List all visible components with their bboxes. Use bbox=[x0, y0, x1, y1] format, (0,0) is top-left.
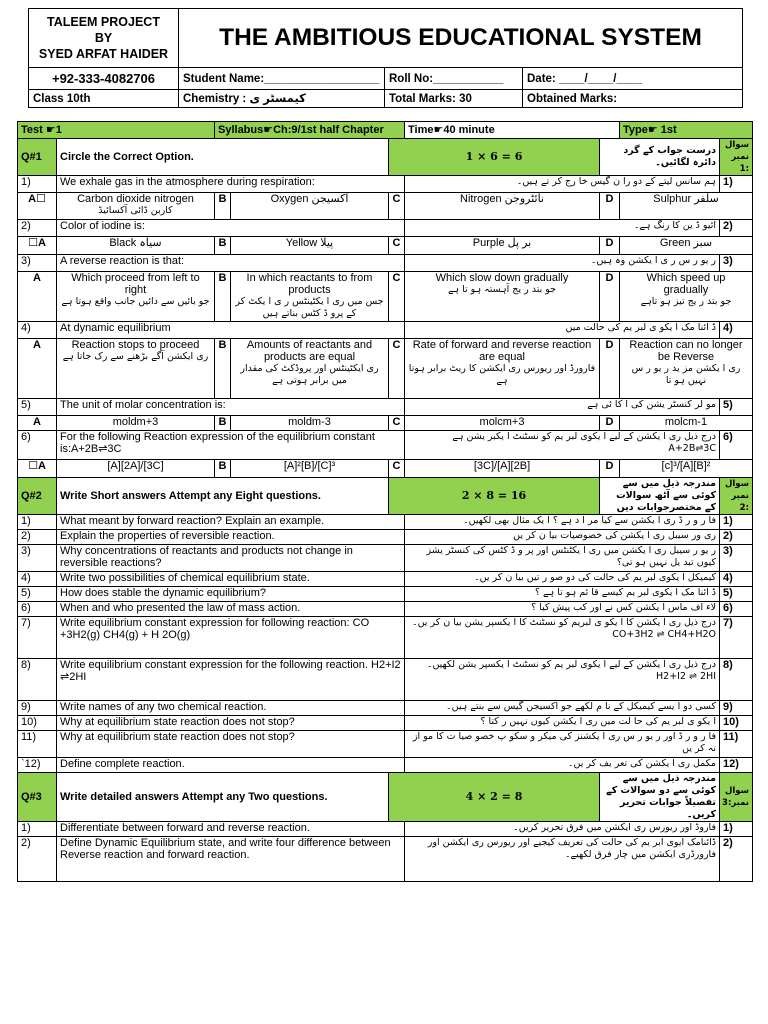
option-d[interactable] bbox=[620, 272, 753, 322]
student-name-field[interactable]: Student Name:__________________ bbox=[179, 68, 385, 90]
question-number: 1) bbox=[18, 176, 57, 193]
question-number-urdu: 12) bbox=[720, 758, 753, 773]
question-number: 1) bbox=[18, 822, 57, 837]
q3-urdu-label: سوال نمبر:3 bbox=[720, 773, 753, 822]
brand-line-2: BY bbox=[94, 31, 113, 45]
option-c-text: molcm+3 bbox=[479, 416, 525, 428]
question-text: Write two possibilities of chemical equilibrium state. bbox=[57, 572, 405, 587]
question-number-urdu: 5) bbox=[720, 587, 753, 602]
option-a-urdu-text: ری ایکشن آگے بڑھنے سے رک جاتا ہے bbox=[62, 351, 209, 362]
q3-urdu-title: مندرجہ ذیل میں سے کوئی سے دو سوالات کے تفصیلاً جوابات تحریر کریں۔ bbox=[600, 773, 720, 822]
question-text: We exhale gas in the atmosphere during respiration: bbox=[57, 176, 405, 193]
option-a-label[interactable]: ☐A bbox=[18, 460, 57, 478]
short-question-row bbox=[18, 572, 753, 587]
question-number-urdu: 1) bbox=[720, 822, 753, 837]
option-a-urdu-text: جو بائیں سے دائیں جانب واقع ہوتا ہے bbox=[61, 296, 210, 307]
mcq-options-row bbox=[18, 237, 753, 255]
mcq-question-row bbox=[18, 431, 753, 460]
question-number-urdu: 2) bbox=[720, 837, 753, 882]
question-text: Why at equilibrium state reaction does not stop? bbox=[57, 731, 405, 758]
mcq-options-row bbox=[18, 460, 753, 478]
option-b-text: In which reactants to from products bbox=[246, 272, 373, 296]
option-b-text: moldm-3 bbox=[288, 416, 331, 428]
question-number-urdu: 7) bbox=[720, 617, 753, 659]
question-number: 4) bbox=[18, 572, 57, 587]
short-question-row bbox=[18, 587, 753, 602]
q2-title: Write Short answers Attempt any Eight questions. bbox=[57, 478, 389, 515]
option-a-urdu-text: کاربن ڈائی آکسائیڈ bbox=[98, 205, 173, 216]
option-c[interactable] bbox=[405, 272, 600, 322]
brand-block bbox=[29, 9, 179, 68]
option-c-text: Which slow down gradually bbox=[435, 272, 569, 284]
option-a[interactable] bbox=[57, 193, 215, 220]
option-a-text: Reaction stops to proceed bbox=[71, 339, 200, 351]
question-text: Color of iodine is: bbox=[57, 220, 405, 237]
option-b-urdu-text: جس میں ری ا یکٹینٹس ر ی ا یکٹ کر کے پرو ڈ کٹس بناتے ہیں bbox=[235, 296, 384, 319]
option-a[interactable] bbox=[57, 272, 215, 322]
question-number: 6) bbox=[18, 602, 57, 617]
option-a-text: Carbon dioxide nitrogen bbox=[77, 193, 194, 205]
question-number: `12) bbox=[18, 758, 57, 773]
question-text: At dynamic equilibrium bbox=[57, 322, 405, 339]
short-question-row bbox=[18, 701, 753, 716]
option-a[interactable] bbox=[57, 416, 215, 431]
question-text-urdu: ری ور سیبل ری ا یکشن کی خصوصیات بیا ن کر یں bbox=[405, 530, 720, 545]
option-b[interactable] bbox=[231, 193, 389, 220]
option-c[interactable] bbox=[405, 460, 600, 478]
option-b-text: Amounts of reactants and products are equal bbox=[246, 339, 373, 363]
mcq-question-row bbox=[18, 255, 753, 272]
question-text-urdu: ڈ ائنا مک ا یکوی لبر یم کیسے قا ئم ہو تا ہے ؟ bbox=[405, 587, 720, 602]
option-a-label[interactable]: ☐A bbox=[18, 237, 57, 255]
option-a[interactable] bbox=[57, 460, 215, 478]
question-text: For the following Reaction expression of the equilibrium constant is:A+2B⇌3C bbox=[57, 431, 405, 460]
option-c-label: C bbox=[389, 460, 405, 478]
q3-header-row bbox=[18, 773, 753, 822]
mcq-options-row bbox=[18, 193, 753, 220]
long-question-row bbox=[18, 837, 753, 882]
option-c-label: C bbox=[389, 237, 405, 255]
option-b[interactable] bbox=[231, 237, 389, 255]
obtained-marks-field[interactable]: Obtained Marks: bbox=[523, 90, 743, 108]
option-c-urdu-text: فارورڈ اور ریورس ری ایکشن کا ریٹ برابر ہوتا ہے bbox=[408, 363, 596, 386]
question-text: Write names of any two chemical reaction. bbox=[57, 701, 405, 716]
question-text-urdu: درج ذیل ری ا یکشن کے لیے ا یکوی لبر یم کو نسٹنٹ ا یکبر یشن ہے A+2B⇌3C bbox=[405, 431, 720, 460]
question-number: 9) bbox=[18, 701, 57, 716]
short-question-row bbox=[18, 545, 753, 572]
question-number-urdu: 3) bbox=[720, 545, 753, 572]
question-number-urdu: 8) bbox=[720, 659, 753, 701]
question-text-urdu: مو لر کنسٹر یشن کی ا کا ئی ہے bbox=[405, 399, 720, 416]
question-number: 3) bbox=[18, 255, 57, 272]
question-number-urdu: 3) bbox=[720, 255, 753, 272]
short-question-row bbox=[18, 731, 753, 758]
question-text-urdu: کیمیکل ا یکوی لبر یم کی حالت کی دو صو ر تیں بیا ن کر یں۔ bbox=[405, 572, 720, 587]
option-b-label: B bbox=[215, 272, 231, 322]
option-d-text: Sulphur سلفر bbox=[653, 193, 719, 205]
option-a[interactable] bbox=[57, 339, 215, 399]
question-text-urdu: ر یو ر س ر ی ا یکشن وہ ہیں۔ bbox=[405, 255, 720, 272]
option-a-label[interactable]: A bbox=[18, 272, 57, 322]
question-number-urdu: 1) bbox=[720, 176, 753, 193]
question-text: Why at equilibrium state reaction does not stop? bbox=[57, 716, 405, 731]
q3-marks: 4 × 2 = 8 bbox=[389, 773, 600, 822]
question-number-urdu: 4) bbox=[720, 572, 753, 587]
option-b-label: B bbox=[215, 193, 231, 220]
option-d-label: D bbox=[600, 193, 620, 220]
option-d-text: Reaction can no longer be Reverse bbox=[629, 339, 743, 363]
option-d-label: D bbox=[600, 272, 620, 322]
option-d-label: D bbox=[600, 460, 620, 478]
question-text-urdu: درج ذیل ری ا یکشن کا ا یکو ی لبریم کو نسٹنٹ کا ا یکسپر یشن بیا ن کر یں۔ CO+3H2 ⇌ CH4+H2O bbox=[405, 617, 720, 659]
date-field[interactable]: Date: ____/____/____ bbox=[523, 68, 743, 90]
option-d-urdu-text: ری ا یکشن مز ید ر یو ر س نہیں ہو تا bbox=[631, 363, 741, 386]
question-text-urdu: ڈائنامک ایوی ابر یم کی حالت کی تعریف کیجیے اور ریورس ری ایکشن اور فارورڈری ایکشن میں چار فرق لکھیے۔ bbox=[405, 837, 720, 882]
option-b[interactable] bbox=[231, 272, 389, 322]
class-label: Class 10th bbox=[29, 90, 179, 108]
question-text-urdu: درج ذیل ری ا یکشن کے لیے ا یکوی لبر یم کو نسٹنٹ ا یکسپر یشن لکھیں۔ H2+I2 ⇌ 2HI bbox=[405, 659, 720, 701]
question-text-urdu: لاء آف ماس ا یکشن کس نے اور کب پیش کیا ؟ bbox=[405, 602, 720, 617]
question-number: 2) bbox=[18, 837, 57, 882]
option-c-text: Rate of forward and reverse reaction are equal bbox=[412, 339, 592, 363]
question-text-urdu: ر یو ر سیبل ری ا یکشن میں ری ا یکٹنٹس اور پر و ڈ کٹس کی کنسٹر یشز کیوں تبد یل نہیں ہو تی؟ bbox=[405, 545, 720, 572]
option-c-text: Nitrogen نائٹروجن bbox=[460, 193, 544, 205]
question-text: Define Dynamic Equilibrium state, and write four difference between Reverse reaction and forward reaction. bbox=[57, 837, 405, 882]
option-d-text: [c]³/[A][B]² bbox=[661, 460, 711, 472]
question-number: 3) bbox=[18, 545, 57, 572]
option-c-label: C bbox=[389, 339, 405, 399]
question-number: 4) bbox=[18, 322, 57, 339]
question-text: Define complete reaction. bbox=[57, 758, 405, 773]
short-question-row bbox=[18, 716, 753, 731]
option-b[interactable] bbox=[231, 460, 389, 478]
question-text-urdu: آئیو ڈ ین کا رنگ ہے۔ bbox=[405, 220, 720, 237]
syllabus-label: Syllabus☛Ch:9/1st half Chapter bbox=[215, 122, 405, 139]
question-number: 1) bbox=[18, 515, 57, 530]
option-d[interactable] bbox=[620, 193, 753, 220]
short-question-row bbox=[18, 602, 753, 617]
option-c-text: Purple بر پل bbox=[472, 237, 532, 249]
roll-no-field[interactable]: Roll No:___________ bbox=[385, 68, 523, 90]
question-text-urdu: مکمل ری ا یکشن کی تعر یف کر یں۔ bbox=[405, 758, 720, 773]
q3-title: Write detailed answers Attempt any Two questions. bbox=[57, 773, 389, 822]
question-number-urdu: 6) bbox=[720, 431, 753, 460]
question-number-urdu: 4) bbox=[720, 322, 753, 339]
option-d-text: Green سبز bbox=[659, 237, 713, 249]
total-marks: Total Marks: 30 bbox=[385, 90, 523, 108]
question-text: Write equilibrium constant expression for the following reaction. H2+I2 ⇌2HI bbox=[57, 659, 405, 701]
option-c-urdu-text: جو بتد ر یج آہستہ ہو تا ہے bbox=[447, 284, 557, 295]
question-number-urdu: 6) bbox=[720, 602, 753, 617]
option-a-label[interactable]: A☐ bbox=[18, 193, 57, 220]
option-a-text: [A][2A]/[3C] bbox=[107, 460, 164, 472]
option-d[interactable] bbox=[620, 460, 753, 478]
option-d-label: D bbox=[600, 237, 620, 255]
brand-line-1: TALEEM PROJECT bbox=[47, 15, 160, 29]
option-d-text: Which speed up gradually bbox=[646, 272, 726, 296]
option-a-text: Black سیاہ bbox=[109, 237, 162, 249]
question-number: 5) bbox=[18, 587, 57, 602]
type-label: Type☛ 1st bbox=[620, 122, 753, 139]
brand-line-3: SYED ARFAT HAIDER bbox=[38, 47, 169, 61]
option-c-label: C bbox=[389, 193, 405, 220]
option-c-label: C bbox=[389, 416, 405, 431]
q2-urdu-label: سوال نمبر :2 bbox=[720, 478, 753, 515]
option-d[interactable] bbox=[620, 416, 753, 431]
question-text: What meant by forward reaction? Explain an example. bbox=[57, 515, 405, 530]
question-text: Why concentrations of reactants and products not change in reversible reactions? bbox=[57, 545, 405, 572]
subject-label: Chemistry : کیمسٹر ی bbox=[179, 90, 385, 108]
q1-urdu-label: سوال نمبر :1 bbox=[720, 139, 753, 176]
q2-label: Q#2 bbox=[18, 478, 57, 515]
test-label: Test ☛1 bbox=[18, 122, 215, 139]
q2-header-row bbox=[18, 478, 753, 515]
header-table bbox=[28, 8, 743, 108]
question-number-urdu: 1) bbox=[720, 515, 753, 530]
option-c-label: C bbox=[389, 272, 405, 322]
phone-number: +92-333-4082706 bbox=[29, 68, 179, 90]
question-text: How does stable the dynamic equilibrium? bbox=[57, 587, 405, 602]
q3-label: Q#3 bbox=[18, 773, 57, 822]
question-text: Differentiate between forward and reverse reaction. bbox=[57, 822, 405, 837]
option-b-label: B bbox=[215, 339, 231, 399]
question-number: 8) bbox=[18, 659, 57, 701]
q2-marks: 2 × 8 = 16 bbox=[389, 478, 600, 515]
option-b-text: Yellow پیلا bbox=[285, 237, 334, 249]
option-d-label: D bbox=[600, 416, 620, 431]
q1-label: Q#1 bbox=[18, 139, 57, 176]
q1-marks: 1 × 6 = 6 bbox=[389, 139, 600, 176]
short-question-row bbox=[18, 515, 753, 530]
question-text: Write equilibrium constant expression for following reaction: CO +3H2(g) CH4(g) + H 2O(g) bbox=[57, 617, 405, 659]
short-question-row bbox=[18, 530, 753, 545]
question-number: 10) bbox=[18, 716, 57, 731]
mcq-options-row bbox=[18, 339, 753, 399]
question-paper bbox=[17, 121, 753, 882]
question-number-urdu: 9) bbox=[720, 701, 753, 716]
option-c[interactable] bbox=[405, 237, 600, 255]
option-c[interactable] bbox=[405, 339, 600, 399]
short-question-row bbox=[18, 659, 753, 701]
q1-header-row bbox=[18, 139, 753, 176]
question-number-urdu: 11) bbox=[720, 731, 753, 758]
question-text: Explain the properties of reversible reaction. bbox=[57, 530, 405, 545]
option-a-label[interactable]: A bbox=[18, 416, 57, 431]
short-question-row bbox=[18, 758, 753, 773]
mcq-question-row bbox=[18, 220, 753, 237]
option-b[interactable] bbox=[231, 416, 389, 431]
question-number-urdu: 2) bbox=[720, 530, 753, 545]
question-text-urdu: فاروڈ اور ریورس ری ایکشن میں فرق تحریر کریں۔ bbox=[405, 822, 720, 837]
question-number: 11) bbox=[18, 731, 57, 758]
question-number: 5) bbox=[18, 399, 57, 416]
question-number: 6) bbox=[18, 431, 57, 460]
question-number-urdu: 2) bbox=[720, 220, 753, 237]
question-text-urdu: کسی دو ا یسے کیمیکل کے نا م لکھے جو آکسیجن گیس سے بنتے ہیں۔ bbox=[405, 701, 720, 716]
question-number-urdu: 10) bbox=[720, 716, 753, 731]
option-d-urdu-text: جو بتد ر یج تیز ہو تاہے bbox=[640, 296, 732, 307]
question-text-urdu: فا ر و ر ڈ اور ر یو ر س ری ا یکشنز کی میکر و سکو پ خصو صیا ت کا مو از نہ کر یں bbox=[405, 731, 720, 758]
question-number: 7) bbox=[18, 617, 57, 659]
mcq-question-row bbox=[18, 176, 753, 193]
option-d[interactable] bbox=[620, 339, 753, 399]
question-text: When and who presented the law of mass action. bbox=[57, 602, 405, 617]
option-b-urdu-text: ری ایکٹینٹس اور پروڈکٹ کی مقدار میں برابر ہوتی ہے bbox=[240, 363, 379, 386]
option-c-text: [3C]/[A][2B] bbox=[473, 460, 531, 472]
mcq-options-row bbox=[18, 272, 753, 322]
option-a[interactable] bbox=[57, 237, 215, 255]
q2-urdu-title: مندرجہ ذیل میں سے کوئی سے آٹھ سوالات کے مختصرجوابات دیں bbox=[600, 478, 720, 515]
option-d-label: D bbox=[600, 339, 620, 399]
question-number: 2) bbox=[18, 220, 57, 237]
question-text-urdu: ڈ ائنا مک ا یکو ی لبر یم کی حالت میں bbox=[405, 322, 720, 339]
option-a-label[interactable]: A bbox=[18, 339, 57, 399]
question-text: The unit of molar concentration is: bbox=[57, 399, 405, 416]
option-b[interactable] bbox=[231, 339, 389, 399]
mcq-question-row bbox=[18, 322, 753, 339]
q1-urdu-title: درست جواب کے گرد دائرہ لگائیں۔ bbox=[600, 139, 720, 176]
option-a-text: moldm+3 bbox=[112, 416, 159, 428]
time-label: Time☛40 minute bbox=[405, 122, 620, 139]
question-number: 2) bbox=[18, 530, 57, 545]
option-b-label: B bbox=[215, 237, 231, 255]
q1-title: Circle the Correct Option. bbox=[57, 139, 389, 176]
option-b-text: Oxygen آکسیجن bbox=[270, 193, 349, 205]
short-question-row bbox=[18, 617, 753, 659]
option-b-label: B bbox=[215, 416, 231, 431]
test-bar bbox=[18, 122, 753, 139]
question-text-urdu: ہم سانس لیتے کے دو را ن گیس خا رج کر تے ہیں۔ bbox=[405, 176, 720, 193]
mcq-options-row bbox=[18, 416, 753, 431]
question-text-urdu: ا یکو ی لبر یم کی حا لت میں ری ا یکشن کیوں نہیں ر کتا ؟ bbox=[405, 716, 720, 731]
mcq-question-row bbox=[18, 399, 753, 416]
option-b-label: B bbox=[215, 460, 231, 478]
option-c[interactable] bbox=[405, 193, 600, 220]
question-text: A reverse reaction is that: bbox=[57, 255, 405, 272]
option-b-text: [A]²[B]/[C]³ bbox=[283, 460, 336, 472]
question-number-urdu: 5) bbox=[720, 399, 753, 416]
option-a-text: Which proceed from left to right bbox=[71, 272, 200, 296]
option-c[interactable] bbox=[405, 416, 600, 431]
option-d[interactable] bbox=[620, 237, 753, 255]
option-d-text: molcm-1 bbox=[664, 416, 708, 428]
long-question-row bbox=[18, 822, 753, 837]
question-text-urdu: فا ر و ر ڈ ری ا یکشن سے کیا مر ا د ہے ؟ ا یک مثال بھی لکھیں۔ bbox=[405, 515, 720, 530]
page-title: THE AMBITIOUS EDUCATIONAL SYSTEM bbox=[179, 9, 743, 68]
